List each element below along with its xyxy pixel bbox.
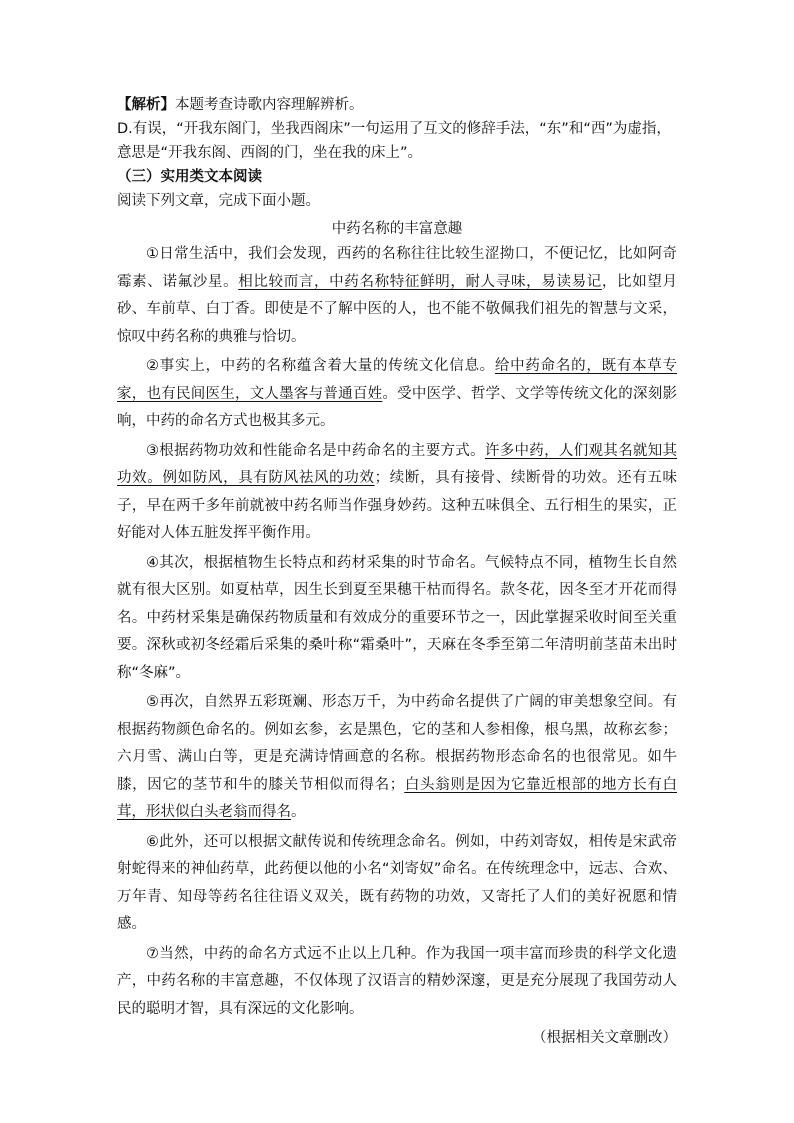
article-paragraph-4 <box>117 550 677 688</box>
article-paragraph-6 <box>117 829 677 939</box>
p3-underlined-sentence: 许多中药，人们观其名就知其功效。例如防风，具有防风祛风的功效 <box>117 442 678 486</box>
p7-text-a: ⑦当然，中药的命名方式远不止以上几种。作为我国一项丰富而珍贵的科学文化遗产，中药名称的丰富意趣，不仅体现了汉语言的精妙深邃，更是充分展现了我国劳动人民的聪明才智，具有深远的文化影响。 <box>117 945 677 1017</box>
p2-text-b: 。受中医学、哲学、文学等传统文化的深刻影响，中药的命名方式也极其多元。 <box>117 385 678 429</box>
p3-text-b: ；续断，具有接骨、续断骨的功效。还有五味子，早在两千多年前就被中药名师当作强身妙药。这种五味俱全、五行相生的果实，正好能对人体五脏发挥平衡作用。 <box>117 470 678 541</box>
article-paragraph-1 <box>117 241 677 351</box>
article-paragraph-3 <box>117 438 677 548</box>
analysis-line <box>117 93 677 117</box>
p1-text-a: ①日常生活中，我们会发现，西药的名称往往比较生涩拗口，不便记忆，比如阿奇霉素、诺氟沙星。 <box>117 246 677 290</box>
article-paragraph-7 <box>117 941 677 1024</box>
p6-text-a: ⑥此外，还可以根据文献传说和传统理念命名。例如，中药刘寄奴，相传是宋武帝射蛇得来的神仙药草，此药便以他的小名“刘寄奴”命名。在传统理念中，远志、合欢、万年青、知母等药名往往语义双关，既有药物的功效，又寄托了人们的美好祝愿和情感。 <box>117 833 677 932</box>
section-heading: （三）实用类文本阅读 <box>117 169 262 185</box>
p1-underlined-sentence: 相比较而言，中药名称特征鲜明，耐人寻味，易读易记 <box>238 273 602 290</box>
analysis-option-d: D.有误，“开我东阁门，坐我西阁床”一句运用了互文的修辞手法，“东”和“西”为虚指，意思是“开我东阁、西阁的门，坐在我的床上”。 <box>117 121 671 161</box>
article-title: 中药名称的丰富意趣 <box>331 221 463 237</box>
p5-underlined-sentence: 白头翁则是因为它靠近根部的地方长有白茸，形状似白头老翁而得名 <box>117 776 677 820</box>
article-paragraph-5 <box>117 689 677 827</box>
p2-underlined-sentence: 给中药命名的，既有本草专家，也有民间医生，文人墨客与普通百姓 <box>117 358 678 402</box>
section-instruction: 阅读下列文章，完成下面小题。 <box>117 193 320 209</box>
analysis-tag: 【解析】 <box>117 97 175 113</box>
article-source-note: （根据相关文章删改） <box>532 1030 677 1046</box>
p3-text-a: ③根据药物功效和性能命名是中药命名的主要方式。 <box>146 442 485 459</box>
document-content <box>117 93 677 1067</box>
p4-text-a: ④其次，根据植物生长特点和药材采集的时节命名。气候特点不同，植物生长自然就有很大区别。如夏枯草，因生长到夏至果穗干枯而得名。款冬花，因冬至才开花而得名。中药材采集是确保药物质量和有效成分的重要环节之一，因此掌握采收时间至关重要。深秋或初冬经霜后采集的桑叶称“霜桑叶”，天麻在冬季至第二年清明前茎苗未出时称“冬麻”。 <box>117 554 677 681</box>
p1-text-b: ，比如望月砂、车前草、白丁香。即使是不了解中医的人，也不能不敬佩我们祖先的智慧与文采，惊叹中药名称的典雅与恰切。 <box>117 273 678 345</box>
p5-text-a: ⑤再次，自然界五彩斑斓、形态万千，为中药命名提供了广阔的审美想象空间。有根据药物颜色命名的。例如玄参，玄是黑色，它的茎和人参相像，根乌黑，故称玄参；六月雪、满山白等，更是充满诗情画意的名称。根据药物形态命名的也很常见。如牛膝，因它的茎节和牛的膝关节相似而得名； <box>117 694 677 793</box>
p5-text-b: 。 <box>291 804 306 820</box>
article-paragraph-2 <box>117 353 677 436</box>
p2-text-a: ②事实上，中药的名称蕴含着大量的传统文化信息。 <box>146 358 495 374</box>
analysis-text: 本题考查诗歌内容理解辨析。 <box>175 97 364 113</box>
